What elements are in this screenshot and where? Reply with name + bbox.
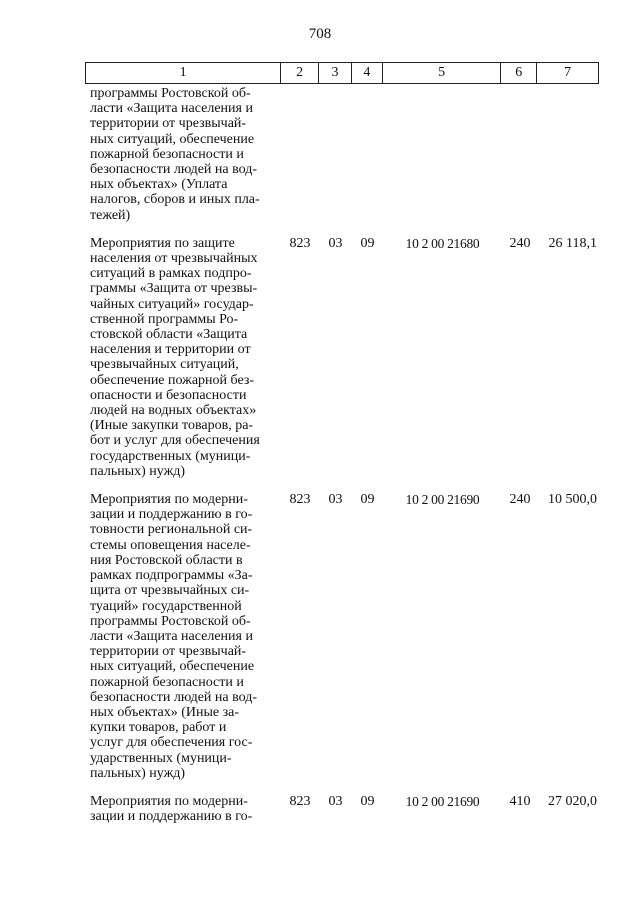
row-target-article: 10 2 00 21680: [405, 235, 480, 251]
row-expense-type: 240: [509, 492, 531, 508]
row-expense-type: 410: [509, 793, 531, 809]
table-row: [85, 236, 599, 479]
column-header-3: 3: [319, 63, 352, 83]
row-subsection-code: 09: [360, 235, 375, 251]
row-expense-type: 240: [509, 235, 531, 251]
row-ministry-code: 823: [289, 793, 311, 809]
row-description: Мероприятия по модерни- зации и поддержанию в го-: [90, 793, 253, 825]
row-section-code: 03: [328, 492, 343, 508]
column-header-5: 5: [383, 63, 502, 83]
row-subsection-code: [352, 86, 383, 223]
column-header-6: 6: [501, 63, 537, 83]
column-header-1: 1: [86, 63, 281, 83]
column-header-7: 7: [564, 65, 572, 80]
table-body: [85, 86, 599, 824]
row-expense-type: [502, 86, 538, 223]
table-row: [85, 794, 599, 824]
row-description: Мероприятия по защите населения от чрезвычайных ситуаций в рамках подпро- граммы «Защита от чрезвы- чайных ситуаций» государ- ственной программы Ро- стовской области «Защита населения и территории от чрезвычайных ситуаций, обеспечение пожарной без- опасности и безопасности людей на водных объектах» (Иные закупки товаров, ра- бот и услуг для обеспечения государственных (муници- пальных) нужд): [90, 235, 260, 479]
row-description: программы Ростовской об- ласти «Защита населения и территории от чрезвычай- ных ситуаций, обеспечение пожарной безопасности и безопасности людей на вод- ных объектах» (Уплата налогов, сборов и иных пла- тежей): [90, 86, 260, 223]
table-row: [85, 492, 599, 781]
row-description: Мероприятия по модерни- зации и поддержанию в го- товности региональной си- стемы оповещения населе- ния Ростовской области в рамках подпрограммы «За- щита от чрезвычайных си- туаций» государственной программы Ростовской об- ласти «Защита населения и территории от чрезвычай- ных ситуаций, обеспечение пожарной безопасности и безопасности людей на вод- ных объектах» (Иные за- купки товаров, работ и услуг для обеспечения гос- ударственных (муници- пальных) нужд): [90, 492, 258, 781]
row-amount: 27 020,0: [548, 793, 597, 809]
row-subsection-code: 09: [360, 793, 375, 809]
row-section-code: 03: [328, 793, 343, 809]
row-section-code: [319, 86, 352, 223]
table-row: [85, 86, 599, 223]
row-ministry-code: 823: [289, 235, 311, 251]
row-amount: [538, 86, 599, 223]
row-target-article: [383, 86, 502, 223]
row-amount: 10 500,0: [548, 492, 597, 508]
row-ministry-code: [281, 86, 319, 223]
page-number: 708: [308, 26, 332, 42]
row-target-article: 10 2 00 21690: [405, 793, 480, 809]
row-section-code: 03: [328, 235, 343, 251]
table-header-row: [85, 62, 599, 84]
row-subsection-code: 09: [360, 492, 375, 508]
row-amount: 26 118,1: [548, 235, 597, 251]
row-target-article: 10 2 00 21690: [405, 492, 480, 508]
column-header-4: 4: [352, 63, 383, 83]
row-ministry-code: 823: [289, 492, 311, 508]
column-header-2: 2: [281, 63, 319, 83]
